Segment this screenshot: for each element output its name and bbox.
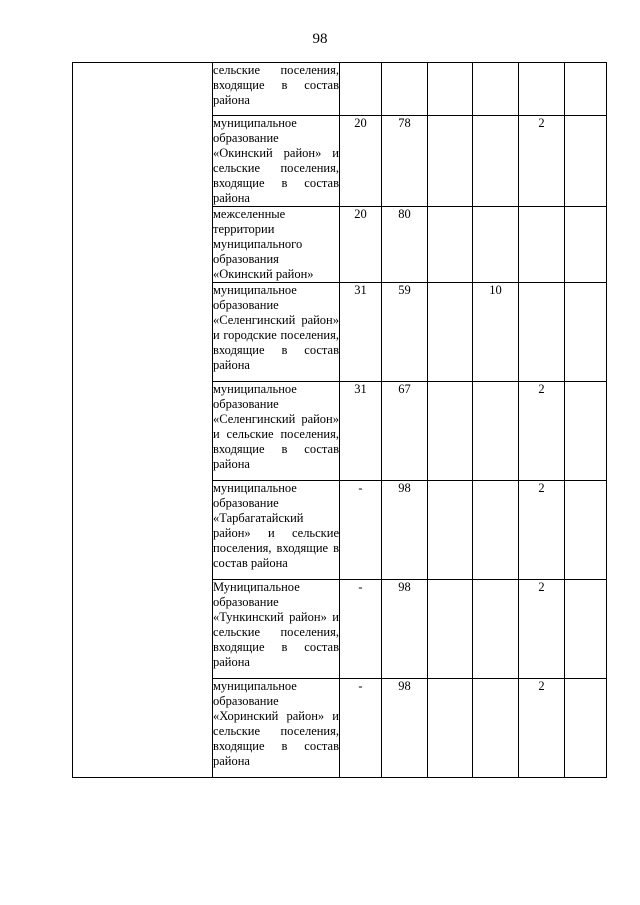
cell-col-3 [428,207,473,283]
cell-col-1: 20 [340,207,382,283]
cell-col-3 [428,481,473,580]
cell-col-6 [565,283,607,382]
cell-col-3 [428,580,473,679]
row-description: сельские поселения, входящие в состав района [213,63,340,116]
cell-col-2: 67 [382,382,428,481]
cell-col-4 [473,580,519,679]
cell-col-4 [473,63,519,116]
data-table [72,62,607,778]
cell-col-1: - [340,481,382,580]
cell-col-1: - [340,580,382,679]
cell-col-4 [473,116,519,207]
cell-col-4 [473,679,519,778]
cell-col-3 [428,679,473,778]
row-description: межселенные территории муниципального образования «Окинский район» [213,207,340,283]
cell-col-2 [382,63,428,116]
cell-col-5 [519,283,565,382]
row-description: муниципальное образование «Селенгинский район» и сельские поселения, входящие в состав района [213,382,340,481]
cell-col-5: 2 [519,580,565,679]
cell-col-3 [428,63,473,116]
row-description: муниципальное образование «Окинский район» и сельские поселения, входящие в состав района [213,116,339,205]
cell-col-5: 2 [519,679,565,778]
cell-col-4 [473,481,519,580]
cell-col-5 [519,207,565,283]
cell-col-1: 31 [340,283,382,382]
cell-col-6 [565,207,607,283]
cell-col-3 [428,283,473,382]
cell-col-6 [565,63,607,116]
cell-col-6 [565,580,607,679]
cell-col-2: 80 [382,207,428,283]
cell-col-2: 78 [382,116,428,207]
cell-col-1: - [340,679,382,778]
cell-col-3 [428,382,473,481]
row-description: муниципальное образование «Тарбагатайский район» и сельские поселения, входящие в состав района [213,481,340,580]
row-description: муниципальное образование «Селенгинский район» и городские поселения, входящие в состав района [213,283,340,382]
table-row [73,63,607,116]
cell-col-6 [565,481,607,580]
page-number: 98 [312,31,328,47]
cell-col-4 [473,207,519,283]
cell-col-1 [340,63,382,116]
cell-col-5: 2 [519,481,565,580]
cell-col-1: 20 [340,116,382,207]
cell-col-6 [565,116,607,207]
cell-col-6 [565,382,607,481]
cell-col-3 [428,116,473,207]
cell-col-2: 98 [382,679,428,778]
cell-col-6 [565,679,607,778]
cell-col-4: 10 [473,283,519,382]
cell-col-5: 2 [519,382,565,481]
merged-left-cell [73,63,213,778]
cell-col-2: 59 [382,283,428,382]
row-description: Муниципальное образование «Тункинский район» и сельские поселения, входящие в состав района [213,580,340,679]
row-description: муниципальное образование «Хоринский район» и сельские поселения, входящие в состав района [213,679,340,778]
cell-col-5 [519,63,565,116]
cell-col-4 [473,382,519,481]
cell-col-5: 2 [519,116,565,207]
cell-col-2: 98 [382,580,428,679]
cell-col-2: 98 [382,481,428,580]
cell-col-1: 31 [340,382,382,481]
